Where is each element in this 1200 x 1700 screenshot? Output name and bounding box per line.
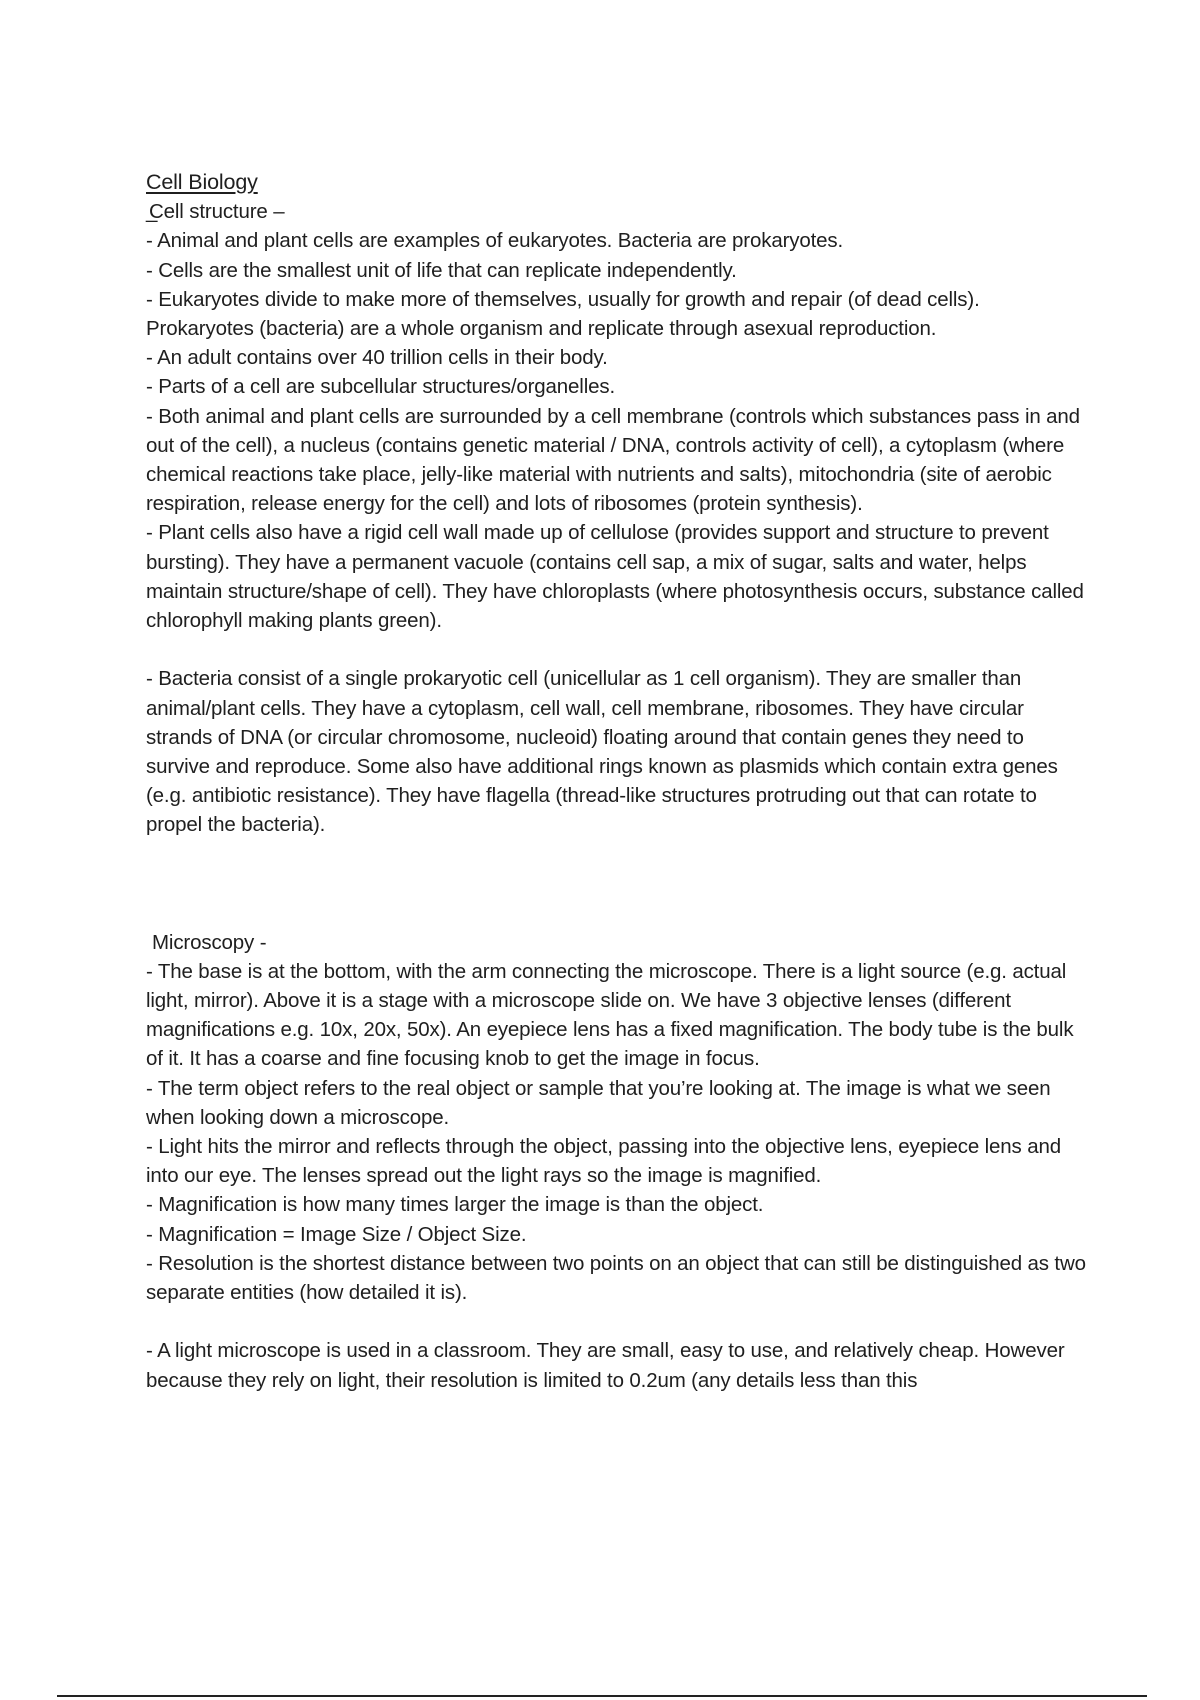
paragraph: - Both animal and plant cells are surrounded by a cell membrane (controls which substances pass in and out of the cell), a nucleus (contains genetic material / DNA, controls activity of cell), a cytoplasm (where chemical reactions take place, jelly-like material with nutrients and salts), mitochondria (site of aerobic respiration, release energy for the cell) and lots of ribosomes (protein synthesis).	[146, 404, 1080, 516]
paragraph: - Resolution is the shortest distance between two points on an object that can still be distinguished as two separate entities (how detailed it is).	[146, 1251, 1086, 1305]
paragraph: - Cells are the smallest unit of life that can replicate independently.	[146, 258, 737, 282]
blank-line	[146, 1307, 1091, 1336]
paragraph: - The base is at the bottom, with the arm connecting the microscope. There is a light source (e.g. actual light, mirror). Above it is a stage with a microscope slide on. We have 3 objective lenses (different magnifications e.g. 10x, 20x, 50x). An eyepiece lens has a fixed magnification. The body tube is the bulk of it. It has a coarse and fine focusing knob to get the image in focus.	[146, 959, 1074, 1071]
paragraph: - The term object refers to the real object or sample that you’re looking at. The image is what we seen when looking down a microscope.	[146, 1076, 1051, 1129]
document-body	[146, 168, 1091, 1395]
paragraph: - Plant cells also have a rigid cell wall made up of cellulose (provides support and structure to prevent bursting). They have a permanent vacuole (contains cell sap, a mix of sugar, salts and water, helps maintain structure/shape of cell). They have chloroplasts (where photosynthesis occurs, substance called chlorophyll making plants green).	[146, 521, 1084, 633]
paragraph: - Animal and plant cells are examples of eukaryotes. Bacteria are prokaryotes.	[146, 229, 844, 253]
paragraph: - Bacteria consist of a single prokaryotic cell (unicellular as 1 cell organism). They are smaller than animal/plant cells. They have a cytoplasm, cell wall, cell membrane, ribosomes. They have circular strands of DNA (or circular chromosome, nucleoid) floating around that contain genes they need to survive and reproduce. Some also have additional rings known as plasmids which contain extra genes (e.g. antibiotic resistance). They have flagella (thread-like structures protruding out that can rotate to propel the bacteria).	[146, 667, 1058, 837]
paragraph: - Eukaryotes divide to make more of themselves, usually for growth and repair (of dead cells). Prokaryotes (bacteria) are a whole organism and replicate through asexual reproduction.	[146, 287, 980, 341]
paragraph: - A light microscope is used in a classroom. They are small, easy to use, and relatively cheap. However because they rely on light, their resolution is limited to 0.2um (any details less than this	[146, 1339, 1065, 1392]
paragraph: - An adult contains over 40 trillion cells in their body.	[146, 346, 608, 370]
page-bottom-divider	[57, 1695, 1147, 1697]
paragraph: - Parts of a cell are subcellular structures/organelles.	[146, 375, 616, 399]
section-heading-cell-structure: _ Cell structure –	[146, 197, 1091, 226]
blank-line	[146, 635, 1091, 664]
section-heading-microscopy: Microscopy -	[152, 930, 267, 954]
paragraph: - Magnification = Image Size / Object Size.	[146, 1222, 527, 1246]
paragraph: - Light hits the mirror and reflects through the object, passing into the objective lens, eyepiece lens and into our eye. The lenses spread out the light rays so the image is magnified.	[146, 1135, 1061, 1188]
document-title: Cell Biology	[146, 170, 258, 194]
paragraph: - Magnification is how many times larger the image is than the object.	[146, 1193, 764, 1217]
section-spacer	[146, 840, 1091, 928]
